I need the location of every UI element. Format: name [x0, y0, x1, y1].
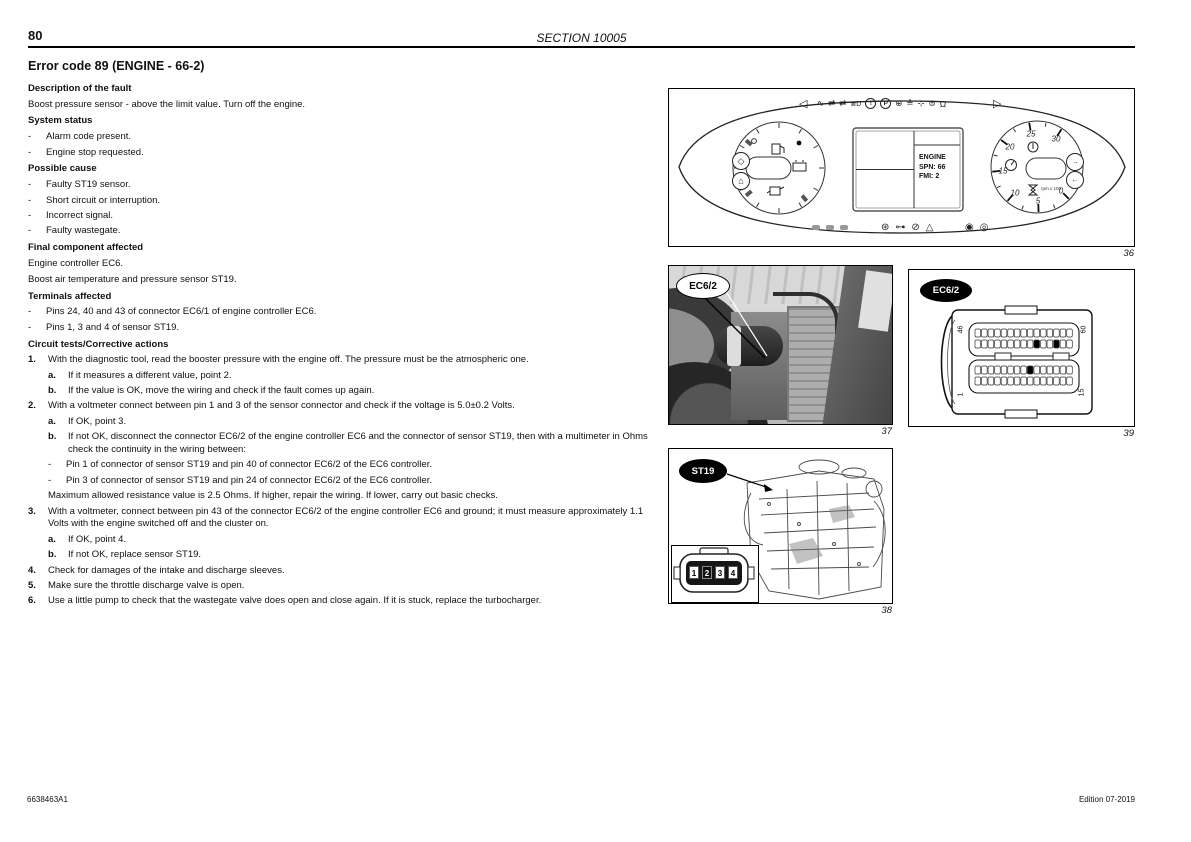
header-rule	[28, 46, 1135, 48]
high-beam-icon: ≣D	[850, 100, 862, 108]
list-item: - Faulty wastegate.	[28, 225, 121, 237]
footer-edition: Edition 07-2019	[1078, 795, 1135, 804]
step-note: Maximum allowed resistance value is 2.5 Ohms. If higher, repair the wiring. If lower, carry out basic checks.	[48, 490, 498, 502]
st19-pin: 2	[702, 566, 712, 579]
heading-final-component: Final component affected	[28, 242, 144, 254]
st19-pin: 4	[728, 566, 738, 579]
home-icon: ⌂	[738, 176, 744, 186]
scroll-down-button[interactable]	[1066, 171, 1084, 189]
lcd-line-spn: SPN: 66	[919, 163, 946, 171]
speed-range-icon	[826, 225, 834, 230]
st19-pin: 1	[689, 566, 699, 579]
sub-step: a. If OK, point 3.	[48, 415, 127, 427]
section-header: SECTION 10005	[536, 31, 627, 45]
st19-pin: 3	[715, 566, 725, 579]
step: 2. With a voltmeter connect between pin 1 and 3 of the sensor connector and check if the voltage is 5.0±0.2 Volts.	[28, 400, 515, 412]
stop-icon: ⊘	[911, 222, 920, 233]
home-button[interactable]	[732, 172, 750, 190]
list-item: - Incorrect signal.	[28, 209, 114, 221]
text-column	[28, 60, 662, 611]
lcd-line-engine: ENGINE	[919, 154, 946, 161]
step: 6. Use a little pump to check that the wastegate valve does open and close again. If it is stuck, replace the turbocharger.	[28, 595, 542, 607]
rpm-indicator-row	[965, 222, 988, 233]
pin-corner-label: 60	[1080, 325, 1088, 334]
lcd-error-display	[919, 153, 946, 182]
list-item: - Engine stop requested.	[28, 146, 144, 158]
figure-39-ec62-connector	[908, 269, 1135, 427]
engine-bay-photo	[669, 266, 892, 424]
heading-circuit-tests: Circuit tests/Corrective actions	[28, 338, 169, 350]
sub-step: b. If not OK, disconnect the connector EC6/2 of the engine controller EC6 and the connector of sensor ST19, then with a multimeter in Ohms check the continuity in the wiring between:	[48, 431, 648, 456]
figure-36-instrument-cluster	[668, 88, 1135, 247]
sub-dash-item: - Pin 1 of connector of sensor ST19 and pin 40 of connector EC6/2 of the EC6 controller.	[48, 459, 432, 471]
alarm-bell-icon: Ω	[939, 98, 947, 109]
engine-warning-icon: ⊕	[895, 98, 903, 108]
tacho-label: 20	[1005, 142, 1015, 152]
arrow-left-icon: ←	[1071, 176, 1079, 184]
list-item: - Faulty ST19 sensor.	[28, 179, 131, 191]
heading-description: Description of the fault	[28, 82, 132, 94]
tacho-label: 0	[1058, 186, 1064, 196]
speed-range-icon	[840, 225, 848, 230]
page-title: Error code 89 (ENGINE - 66-2)	[28, 59, 205, 73]
heading-system-status: System status	[28, 115, 93, 127]
description-body: Boost pressure sensor - above the limit value. Turn off the engine.	[28, 98, 306, 110]
figure-caption: 38	[881, 605, 892, 616]
fuel-pump-icon	[772, 144, 784, 154]
pin-corner-label: 1	[957, 392, 965, 397]
tacho-label: 25	[1026, 129, 1036, 139]
lcd-line-fmi: FMI: 2	[919, 173, 940, 180]
thermometer-icon	[1028, 142, 1038, 152]
st19-connector-drawing	[672, 546, 756, 600]
figure-caption: 37	[881, 426, 892, 437]
trailer-icon: ⇄	[839, 98, 847, 108]
sub-step: a. If OK, point 4.	[48, 533, 127, 545]
glow-plug-icon: ∿	[817, 98, 825, 108]
list-item: - Short circuit or interruption.	[28, 194, 161, 206]
page-number: 80	[28, 28, 43, 43]
figure-37-engine-bay-photo	[668, 265, 893, 425]
rpm-mode-icon: ◎	[979, 222, 989, 233]
step: 5. Make sure the throttle discharge valve is open.	[28, 579, 245, 591]
figure-caption: 36	[1123, 248, 1134, 259]
final-line: Engine controller EC6.	[28, 257, 124, 269]
rpm-mode-icon: ◉	[965, 222, 974, 233]
list-item: - Pins 1, 3 and 4 of sensor ST19.	[28, 321, 180, 333]
gear-icon: ⊛	[881, 222, 890, 233]
final-line: Boost air temperature and pressure sensor ST19.	[28, 273, 237, 285]
warning-triangle-icon: △	[925, 222, 934, 233]
oil-pressure-icon	[767, 187, 784, 195]
exhaust-icon: ≙	[906, 98, 914, 108]
key-icon: ⊶	[895, 222, 906, 233]
step: 4. Check for damages of the intake and discharge sleeves.	[28, 564, 285, 576]
footer-document-code: 6638463A1	[27, 795, 68, 804]
st19-connector-inset	[671, 545, 759, 603]
step: 3. With a voltmeter, connect between pin 43 of the connector EC6/2 of the engine controller EC6 and ground; it must measure approximately 1.1 Volts with the engine switched off and the cluster on.	[28, 505, 644, 530]
trailer-icon: ⇄	[828, 98, 836, 108]
st19-callout: ST19	[679, 459, 727, 483]
tacho-label: 10	[1010, 188, 1020, 198]
figures-column	[668, 88, 1135, 622]
arrow-right-icon: →	[1071, 158, 1079, 166]
speed-range-icons	[812, 225, 850, 230]
sub-step: b. If not OK, replace sensor ST19.	[48, 549, 202, 561]
diamond-button[interactable]	[732, 152, 750, 170]
bottom-indicator-row	[881, 222, 933, 233]
tacho-label: 15	[998, 166, 1008, 176]
scroll-up-button[interactable]	[1066, 153, 1084, 171]
suspension-icon: ⊜	[928, 98, 936, 108]
pin-corner-label: 46	[957, 325, 965, 334]
top-indicator-row	[817, 98, 946, 109]
hourglass-icon	[1029, 185, 1037, 195]
tacho-unit-label: rpm x 100	[1041, 186, 1062, 191]
parking-brake-icon: P	[880, 98, 891, 109]
diff-lock-icon: ⊹	[917, 98, 925, 108]
list-item: - Alarm code present.	[28, 131, 132, 143]
figure-caption: 39	[1123, 428, 1134, 439]
diamond-icon: ◇	[737, 155, 745, 166]
turn-left-icon: ◁	[799, 98, 808, 110]
heading-terminals: Terminals affected	[28, 290, 112, 302]
speed-range-icon	[812, 225, 820, 230]
list-item: - Pins 24, 40 and 43 of connector EC6/1 of engine controller EC6.	[28, 306, 317, 318]
brake-warning-icon: !	[865, 98, 876, 109]
ec62-callout: EC6/2	[676, 273, 730, 299]
sub-step: a. If it measures a different value, point 2.	[48, 369, 232, 381]
battery-icon	[793, 161, 806, 171]
sub-dash-item: - Pin 3 of connector of sensor ST19 and pin 24 of connector EC6/2 of the EC6 controller.	[48, 474, 432, 486]
heading-possible-cause: Possible cause	[28, 163, 97, 175]
pin-corner-label: 15	[1078, 388, 1086, 397]
turn-right-icon: ▷	[993, 98, 1002, 110]
tacho-label: 5	[1035, 196, 1041, 206]
sub-step: b. If the value is OK, move the wiring and check if the fault comes up again.	[48, 385, 375, 397]
ec62-connector-callout: EC6/2	[920, 279, 972, 302]
step: 1. With the diagnostic tool, read the booster pressure with the engine off. The pressure must be the atmospheric one.	[28, 354, 529, 366]
figure-38-engine-drawing	[668, 448, 893, 604]
tacho-label: 30	[1051, 134, 1061, 144]
